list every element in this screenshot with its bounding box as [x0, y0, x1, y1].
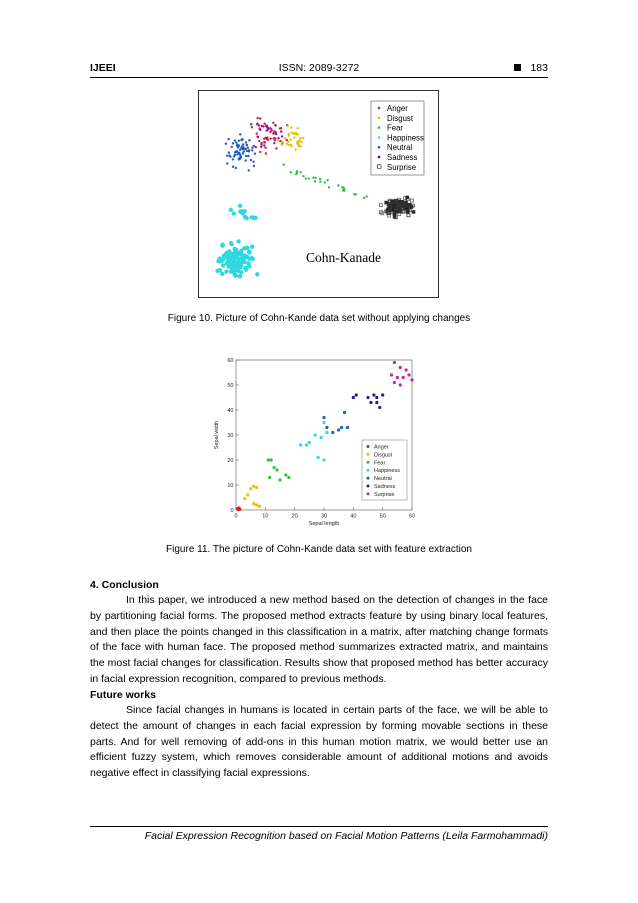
figure10-point [246, 144, 248, 146]
figure11-legend-marker [367, 445, 370, 448]
figure11-point-disgust [246, 493, 249, 496]
figure10-point [241, 146, 243, 148]
figure10-point [250, 244, 254, 248]
figure11-point-happiness [299, 443, 302, 446]
figure10-point [319, 181, 321, 183]
page-number-wrap [514, 62, 548, 74]
figure11-y-axis-label: Sepal width [214, 420, 220, 450]
figure10-point [282, 163, 284, 165]
figure10-point [295, 173, 297, 175]
figure10-point [239, 248, 243, 252]
figure10-point [281, 144, 283, 146]
figure10-point [251, 149, 253, 151]
figure10-legend-marker [378, 107, 381, 110]
figure11-point-happiness [322, 421, 325, 424]
figure11-legend-label: Disgust [374, 452, 393, 459]
figure10-point [235, 167, 237, 169]
future-line: Since facial changes in humans is located in certain parts of the face, we will be able to [126, 704, 548, 716]
figure10-point [225, 142, 227, 144]
figure10-point [284, 137, 286, 139]
figure10-point [229, 155, 231, 157]
figure10-point [296, 170, 298, 172]
figure10-point [269, 131, 271, 133]
conclusion-line: method has better accuracy in facial expression recognition, compared to previous methods. [90, 657, 548, 685]
figure10-point [300, 171, 302, 173]
figure10-point [221, 263, 225, 267]
figure11-point-neutral [346, 426, 349, 429]
figure10-point [289, 138, 291, 140]
figure10-point [238, 152, 240, 154]
conclusion-line: change formats of the face with human face. The proposed method summarizes extracted [90, 625, 548, 654]
figure10-point [263, 144, 265, 146]
figure10-point [229, 242, 233, 246]
figure10-legend-label: Neutral [387, 143, 413, 153]
square-bullet-icon [514, 64, 521, 71]
figure10-point [227, 138, 229, 140]
figure11-point-disgust [252, 502, 255, 505]
figure10-point [264, 147, 266, 149]
figure10-point [253, 165, 255, 167]
figure11-point-neutral [331, 431, 334, 434]
figure11-legend-marker [367, 477, 370, 480]
figure10-legend-label: Sadness [387, 153, 418, 162]
figure10-legend-label: Happiness [387, 133, 424, 143]
figure10-point [238, 260, 242, 264]
figure10-legend-marker [378, 117, 381, 120]
figure10-point [232, 166, 234, 168]
figure11-point-surprise [405, 368, 408, 371]
figure10-legend-label: Fear [387, 123, 404, 133]
figure10-point [248, 169, 250, 171]
figure10-point [259, 117, 261, 119]
figure10-point [295, 148, 297, 150]
figure11-point-sadness [378, 406, 381, 409]
figure11-x-tick-label: 40 [350, 513, 357, 520]
figure10-point [228, 151, 230, 153]
figure10-point [232, 158, 234, 160]
figure10-point [256, 132, 258, 134]
figure10-point [236, 239, 240, 243]
figure10-point [216, 259, 220, 263]
figure10-point [392, 204, 395, 207]
figure10-point [314, 180, 316, 182]
figure10-point [293, 133, 295, 135]
figure10-label: Cohn-Kanade [306, 250, 381, 265]
figure11-point-surprise [396, 376, 399, 379]
figure10-point [260, 142, 262, 144]
figure10-point [242, 143, 244, 145]
figure11-point-disgust [255, 486, 258, 489]
figure11-point-disgust [258, 505, 261, 508]
figure11-point-sadness [355, 393, 358, 396]
figure10-point [227, 260, 231, 264]
figure11-y-tick-label: 10 [227, 483, 234, 489]
figure10-point [239, 133, 241, 135]
figure10-point [248, 139, 250, 141]
figure11-point-fear [284, 473, 287, 476]
conclusion-line: matrix, and maintains the most facial changes for classification. Results show that proposed [90, 641, 549, 670]
figure11-caption: Figure 11. The picture of Cohn-Kande data set with feature extraction [166, 544, 472, 555]
figure10-point [263, 141, 265, 143]
figure10-point [288, 134, 290, 136]
figure10-point [269, 137, 271, 139]
figure11-legend-label: Neutral [374, 476, 392, 483]
figure10-point [266, 136, 268, 138]
figure11-point-sadness [375, 396, 378, 399]
figure10-point [226, 162, 228, 164]
figure11-x-tick-label: 50 [379, 513, 386, 520]
figure10-legend-label: Surprise [387, 162, 417, 172]
figure11-legend-marker [367, 461, 370, 464]
conclusion-line: face by partitioning facial forms. The proposed method extracts feature by using binary local [90, 594, 549, 622]
figure11-chart [206, 352, 432, 532]
figure10-point [281, 135, 283, 137]
figure10-point [319, 178, 321, 180]
figure10-point [290, 131, 292, 133]
figure10-point [234, 154, 236, 156]
figure10-point [231, 146, 233, 148]
figure11-y-tick-label: 0 [230, 508, 234, 514]
future-heading: Future works [90, 689, 156, 701]
figure10-point [324, 181, 326, 183]
figure10-point [406, 210, 409, 213]
figure10-point [259, 151, 261, 153]
page-number: 183 [530, 62, 548, 74]
figure10-point [240, 211, 244, 215]
figure10-point [265, 129, 267, 131]
figure10-point [229, 208, 233, 212]
figure11-y-tick-label: 30 [227, 433, 234, 439]
running-footer: Facial Expression Recognition based on Facial Motion Patterns (Leila Farmohammadi) [144, 830, 548, 842]
figure10-point [251, 126, 253, 128]
figure11-point-happiness [317, 456, 320, 459]
figure10-point [275, 132, 277, 134]
figure10-point [239, 270, 243, 274]
figure10-point [252, 160, 254, 162]
figure10-image [198, 90, 440, 300]
figure10-point [269, 127, 271, 129]
figure10-point [299, 137, 301, 139]
figure10-point [281, 141, 283, 143]
figure10-point [293, 136, 295, 138]
figure10-point [224, 251, 228, 255]
figure10-point [300, 141, 302, 143]
figure10-point [244, 159, 246, 161]
figure10-point [302, 175, 304, 177]
figure10-point [297, 133, 299, 135]
figure11-point-disgust [243, 497, 246, 500]
figure10-point [240, 253, 244, 257]
figure11-point-disgust [249, 487, 252, 490]
figure10-point [232, 253, 236, 257]
figure10-point [250, 215, 254, 219]
figure10-point [245, 141, 247, 143]
figure10-point [215, 269, 219, 273]
figure11-legend-label: Fear [374, 460, 386, 467]
figure10-point [226, 154, 228, 156]
figure10-point [264, 122, 266, 124]
figure10-point [300, 145, 302, 147]
figure10-point [244, 216, 248, 220]
figure10-point [298, 145, 300, 147]
figure10-point [305, 177, 307, 179]
future-line: parts. And for well removing of add-ons in this human motion matrix, we would better use an [90, 735, 548, 748]
figure10-legend-marker [378, 136, 381, 139]
figure10-point [280, 130, 282, 132]
figure10-point [245, 255, 249, 259]
figure10-point [247, 155, 249, 157]
figure10-point [258, 140, 260, 142]
figure11-x-tick-label: 10 [262, 513, 269, 520]
footer-rule [90, 826, 548, 827]
figure10-legend-marker [378, 126, 381, 129]
figure11-point-sadness [372, 393, 375, 396]
figure11-point-disgust [252, 485, 255, 488]
figure10-point [353, 193, 355, 195]
figure11-point-sadness [381, 393, 384, 396]
figure10-point [235, 141, 237, 143]
figure10-point [249, 256, 253, 260]
figure11-point-happiness [322, 458, 325, 461]
figure10-point [244, 148, 246, 150]
figure10-point [312, 176, 314, 178]
figure11-point-happiness [325, 431, 328, 434]
figure10-point [220, 244, 224, 248]
figure11-point-surprise [399, 383, 402, 386]
figure11-point-sadness [375, 401, 378, 404]
figure10-point [253, 145, 255, 147]
conclusion-line: In this paper, we introduced a new method based on the detection of changes in the [126, 594, 525, 606]
figure10-point [255, 272, 259, 276]
figure10-point [274, 124, 276, 126]
figure10-point [244, 267, 248, 271]
figure11-point-neutral [343, 411, 346, 414]
figure11-point-disgust [255, 503, 258, 506]
figure11-point-fear [270, 458, 273, 461]
figure10-point [256, 117, 258, 119]
figure10-point [253, 216, 257, 220]
journal-name: IJEEI [90, 62, 116, 74]
figure10-legend-label: Disgust [387, 113, 413, 123]
figure10-caption: Figure 10. Picture of Cohn-Kande data set without applying changes [167, 313, 471, 324]
figure11-y-tick-label: 60 [227, 358, 234, 364]
figure11-point-fear [268, 476, 271, 479]
figure11-legend-label: Happiness [374, 468, 400, 475]
figure11-y-tick-label: 50 [227, 383, 234, 389]
figure11-legend-marker [367, 469, 370, 472]
figure11-point-fear [273, 466, 276, 469]
figure11-x-tick-label: 20 [291, 513, 298, 520]
conclusion-heading: 4. Conclusion [90, 579, 159, 591]
figure11-point-surprise [407, 373, 410, 376]
figure10-point [277, 137, 279, 139]
figure10-point [258, 127, 260, 129]
figure10-point [406, 207, 409, 210]
figure11-y-tick-label: 20 [227, 458, 234, 464]
figure10-point [236, 145, 238, 147]
figure11-point-surprise [399, 366, 402, 369]
figure10-point [275, 147, 277, 149]
figure10-point [290, 144, 292, 146]
figure10-point [238, 204, 242, 208]
figure10-point [328, 186, 330, 188]
figure11-x-tick-label: 0 [234, 513, 238, 520]
figure10-point [286, 143, 288, 145]
figure10-point [272, 132, 274, 134]
figure11-x-tick-label: 30 [320, 513, 328, 520]
figure10-point [302, 137, 304, 139]
figure10-point [224, 269, 228, 273]
figure10-point [412, 210, 415, 213]
figure10-point [250, 159, 252, 161]
figure11-point-neutral [340, 426, 343, 429]
figure10-point [280, 127, 282, 129]
figure10-legend-label: Anger [387, 104, 408, 113]
figure11-legend-marker [367, 453, 370, 456]
figure11-point-happiness [305, 443, 308, 446]
future-line: efficient fuzzy system, which removes considerable amount of additional motions and avoids [90, 751, 548, 764]
figure10-point [247, 249, 251, 253]
figure11-x-axis-label: Sepal length [308, 521, 340, 527]
figure11-legend-label: Surprise [374, 491, 395, 498]
figure10-point [398, 207, 401, 210]
figure11-point-surprise [402, 376, 405, 379]
figure11-point-fear [287, 476, 290, 479]
figure10-point [266, 126, 268, 128]
header-rule [90, 77, 548, 78]
figure11-point-sadness [366, 396, 369, 399]
figure11-point-neutral [337, 428, 340, 431]
figure10-point [234, 139, 236, 141]
figure10-legend-marker [378, 146, 381, 149]
figure10-point [245, 246, 249, 250]
figure10-point [274, 137, 276, 139]
conclusion-line: features, and then place the points changed in this classification in a matrix, after matching [90, 609, 549, 638]
figure11-point-anger [237, 508, 240, 511]
figure10-point [337, 184, 339, 186]
figure10-point [248, 150, 250, 152]
figure10-point [242, 260, 246, 264]
figure10-point [290, 126, 292, 128]
figure11-y-tick-label: 40 [227, 408, 234, 414]
figure10-point [227, 256, 231, 260]
figure10-point [238, 140, 240, 142]
figure10-point [366, 195, 368, 197]
figure10-point [363, 197, 365, 199]
figure10-point [246, 261, 250, 265]
figure10-point [240, 139, 242, 141]
figure10-point [314, 177, 316, 179]
figure10-point [265, 152, 267, 154]
figure10-point [236, 151, 238, 153]
issn: ISSN: 2089-3272 [278, 62, 360, 74]
figure10-point [296, 142, 298, 144]
figure11-point-fear [275, 468, 278, 471]
figure11-legend-label: Sadness [374, 484, 396, 490]
figure10-point [242, 152, 244, 154]
figure11-point-surprise [390, 373, 393, 376]
figure11-point-neutral [322, 416, 325, 419]
figure10-point [341, 186, 343, 188]
figure11-point-neutral [325, 426, 328, 429]
figure11-point-sadness [352, 396, 355, 399]
figure10-point [256, 122, 258, 124]
figure10-point [250, 123, 252, 125]
figure10-point [267, 139, 269, 141]
figure11-point-surprise [410, 378, 413, 381]
figure10-point [232, 211, 236, 215]
figure11-point-happiness [319, 436, 322, 439]
figure10-point [254, 153, 256, 155]
figure11-point-surprise [393, 381, 396, 384]
figure10-point [273, 142, 275, 144]
figure10-point [287, 140, 289, 142]
future-paragraph [90, 703, 548, 782]
figure10-point [290, 171, 292, 173]
figure10-point [262, 125, 264, 127]
figure11-point-surprise [393, 361, 396, 364]
figure10-point [238, 274, 242, 278]
figure10-point [247, 147, 249, 149]
figure10-legend-marker [378, 156, 381, 159]
figure10-point [277, 139, 279, 141]
figure11-point-sadness [369, 401, 372, 404]
figure11-point-happiness [308, 441, 311, 444]
figure11-point-happiness [314, 433, 317, 436]
figure10-point [260, 146, 262, 148]
figure10-point [272, 122, 274, 124]
figure10-point [307, 177, 309, 179]
figure10-point [220, 272, 224, 276]
figure10-point [279, 140, 281, 142]
figure11-x-tick-label: 60 [408, 513, 416, 520]
figure10-point [232, 142, 234, 144]
conclusion-paragraph [90, 593, 548, 688]
figure10-point [326, 179, 328, 181]
future-line: negative effect in classifying facial expressions. [90, 767, 310, 780]
figure11-legend-label: Anger [374, 444, 389, 451]
future-line: detect the amount of changes in each facial expression by forming movable sections in these [90, 719, 548, 732]
figure10-point [242, 148, 244, 150]
figure10-point [406, 196, 409, 199]
figure10-point [395, 210, 398, 213]
figure10-point [297, 127, 299, 129]
figure11-legend-marker [367, 485, 370, 488]
figure10-point [287, 125, 289, 127]
figure11-point-fear [278, 478, 281, 481]
figure10-point [245, 155, 247, 157]
figure11-point-fear [267, 458, 270, 461]
figure11-legend-marker [367, 492, 370, 495]
figure10-point [257, 136, 259, 138]
figure10-point [231, 264, 235, 268]
